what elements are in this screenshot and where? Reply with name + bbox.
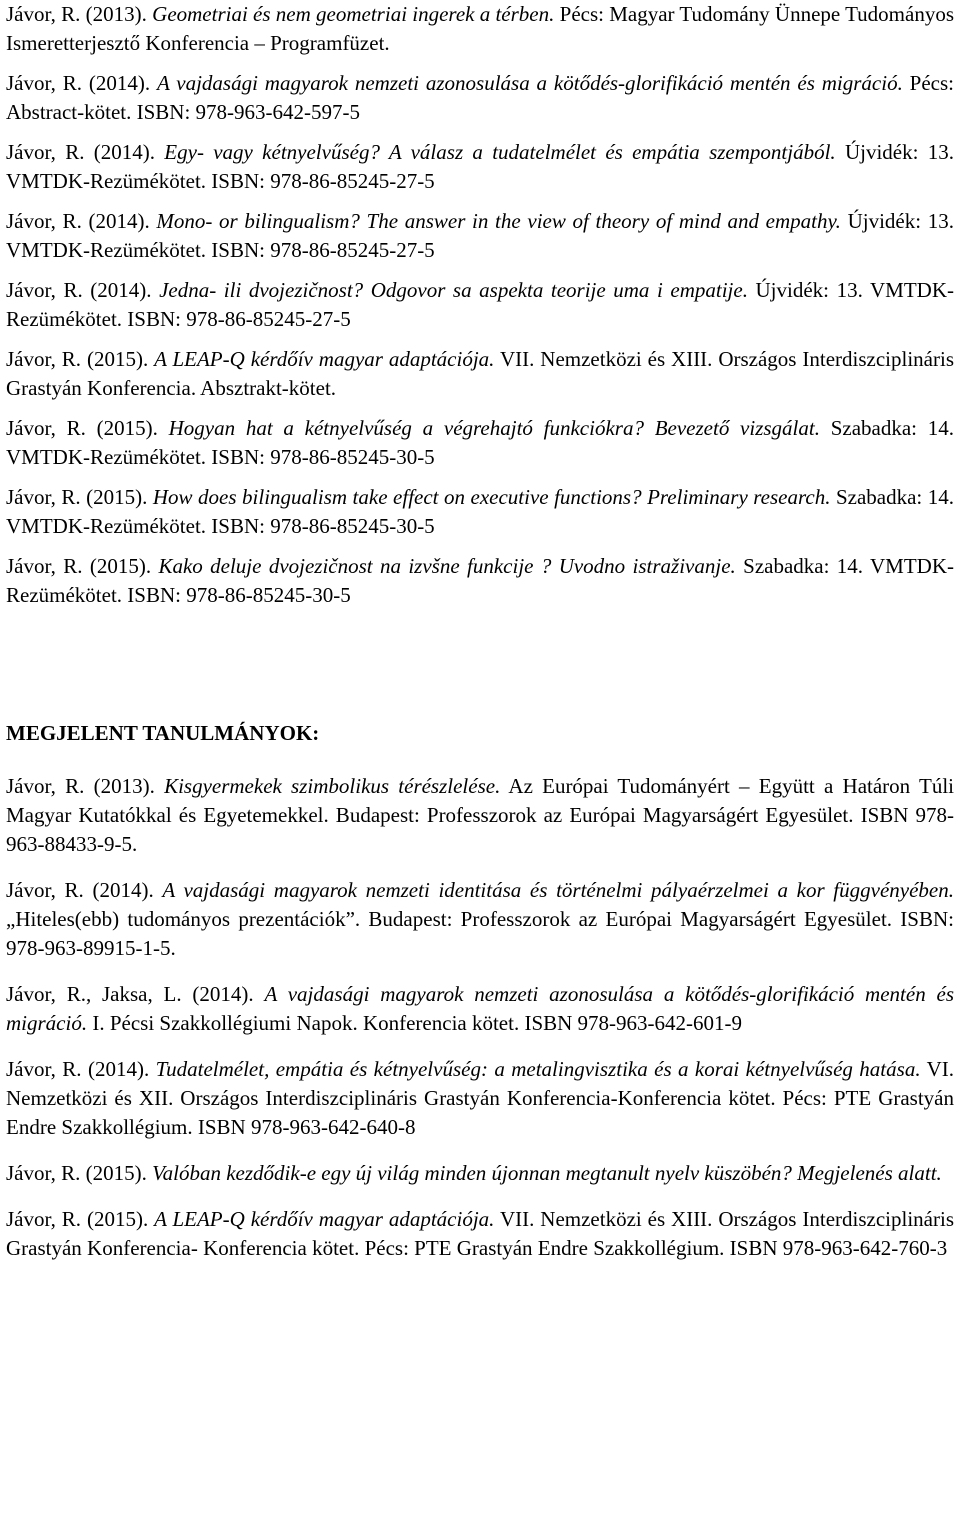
citation-source: VII. Nemzetközi és XIII. Országos Interdiszciplináris Grastyán Konferencia- Konferencia kötet. Pécs: PTE Grastyán Endre Szakkollégium. ISBN 978-963-642-760-3 xyxy=(6,1207,954,1260)
citation-source: Újvidék: 13. VMTDK-Rezümékötet. ISBN: 978-86-85245-27-5 xyxy=(6,209,954,262)
list-item xyxy=(6,483,954,541)
citation-author-year: Jávor, R. (2014). xyxy=(6,1057,156,1081)
citation-title: Valóban kezdődik-e egy új világ minden újonnan megtanult nyelv küszöbén? Megjelenés alatt. xyxy=(152,1161,942,1185)
citation-author-year: Jávor, R. (2015). xyxy=(6,485,153,509)
citation-author-year: Jávor, R. (2014). xyxy=(6,71,157,95)
list-item xyxy=(6,69,954,127)
list-item xyxy=(6,980,954,1038)
citation-author-year: Jávor, R. (2015). xyxy=(6,1207,155,1231)
citation-author-year: Jávor, R. (2014). xyxy=(6,209,157,233)
list-item xyxy=(6,276,954,334)
citation-title: Tudatelmélet, empátia és kétnyelvűség: a metalingvisztika és a korai kétnyelvűség hatása. xyxy=(155,1057,921,1081)
citation-title: Egy- vagy kétnyelvűség? A válasz a tudatelmélet és empátia szempontjából. xyxy=(164,140,836,164)
citation-author-year: Jávor, R. (2014). xyxy=(6,140,165,164)
citation-source: Pécs: Abstract-kötet. ISBN: 978-963-642-597-5 xyxy=(6,71,955,124)
citation-title: A vajdasági magyarok nemzeti azonosulása a kötődés-glorifikáció mentén és migráció. xyxy=(156,71,903,95)
citation-author-year: Jávor, R. (2013). xyxy=(6,2,153,26)
publication-list xyxy=(6,772,954,1263)
citation-title: How does bilingualism take effect on executive functions? Preliminary research. xyxy=(152,485,831,509)
citation-title: Geometriai és nem geometriai ingerek a térben. xyxy=(152,2,555,26)
citation-source: Szabadka: 14. VMTDK-Rezümékötet. ISBN: 978-86-85245-30-5 xyxy=(6,554,955,607)
citation-title: Hogyan hat a kétnyelvűség a végrehajtó funkciókra? Bevezető vizsgálat. xyxy=(168,416,820,440)
citation-author-year: Jávor, R., Jaksa, L. (2014). xyxy=(6,982,265,1006)
list-item xyxy=(6,0,954,58)
document-page xyxy=(6,0,954,1280)
citation-source: Pécs: Magyar Tudomány Ünnepe Tudományos Ismeretterjesztő Konferencia – Programfüzet. xyxy=(6,2,955,55)
citation-source: VII. Nemzetközi és XIII. Országos Interdiszciplináris Grastyán Konferencia. Absztrakt-kötet. xyxy=(6,347,954,400)
citation-author-year: Jávor, R. (2015). xyxy=(6,1161,153,1185)
citation-source: Újvidék: 13. VMTDK-Rezümékötet. ISBN: 978-86-85245-27-5 xyxy=(6,140,954,193)
section-heading: MEGJELENT TANULMÁNYOK: xyxy=(6,721,320,745)
citation-source: Az Európai Tudományért – Együtt a Határon Túli Magyar Kutatókkal és Egyetemekkel. Budapest: Professzorok az Európai Magyarságért Egyesület. ISBN 978-963-88433-9-5. xyxy=(6,774,954,856)
citation-author-year: Jávor, R. (2014). xyxy=(6,278,160,302)
list-item xyxy=(6,138,954,196)
citation-source: „Hiteles(ebb) tudományos prezentációk”. Budapest: Professzorok az Európai Magyarságért Egyesület. ISBN: 978-963-89915-1-5. xyxy=(6,907,954,960)
citation-author-year: Jávor, R. (2015). xyxy=(6,416,169,440)
citation-title: A vajdasági magyarok nemzeti identitása és történelmi pályaérzelmei a kor függvényében. xyxy=(162,878,954,902)
citation-title: Mono- or bilingualism? The answer in the view of theory of mind and empathy. xyxy=(156,209,841,233)
citation-title: A LEAP-Q kérdőív magyar adaptációja. xyxy=(154,1207,495,1231)
list-item xyxy=(6,207,954,265)
citation-author-year: Jávor, R. (2014). xyxy=(6,878,163,902)
list-item xyxy=(6,772,954,859)
list-item xyxy=(6,552,954,610)
citation-title: A LEAP-Q kérdőív magyar adaptációja. xyxy=(154,347,495,371)
list-item xyxy=(6,345,954,403)
citation-author-year: Jávor, R. (2015). xyxy=(6,554,159,578)
citation-source: I. Pécsi Szakkollégiumi Napok. Konferencia kötet. ISBN 978-963-642-601-9 xyxy=(87,1011,743,1035)
citation-source: Szabadka: 14. VMTDK-Rezümékötet. ISBN: 978-86-85245-30-5 xyxy=(6,485,954,538)
list-item xyxy=(6,1055,954,1142)
list-item xyxy=(6,414,954,472)
section-spacer xyxy=(6,621,954,719)
citation-title: Jedna- ili dvojezičnost? Odgovor sa aspekta teorije uma i empatije. xyxy=(159,278,748,302)
conference-abstract-list xyxy=(6,0,954,610)
citation-author-year: Jávor, R. (2015). xyxy=(6,347,155,371)
list-item xyxy=(6,1159,954,1188)
citation-source: Szabadka: 14. VMTDK-Rezümékötet. ISBN: 978-86-85245-30-5 xyxy=(6,416,955,469)
list-item xyxy=(6,1205,954,1263)
citation-author-year: Jávor, R. (2013). xyxy=(6,774,165,798)
citation-title: A vajdasági magyarok nemzeti azonosulása a kötődés-glorifikáció mentén és migráció. xyxy=(6,982,954,1035)
citation-source: VI. Nemzetközi és XII. Országos Interdiszciplináris Grastyán Konferencia-Konferencia kötet. Pécs: PTE Grastyán Endre Szakkollégium. ISBN 978-963-642-640-8 xyxy=(6,1057,955,1139)
citation-source: Újvidék: 13. VMTDK-Rezümékötet. ISBN: 978-86-85245-27-5 xyxy=(6,278,954,331)
list-item xyxy=(6,876,954,963)
citation-title: Kako deluje dvojezičnost na izvšne funkcije ? Uvodno istraživanje. xyxy=(158,554,736,578)
citation-title: Kisgyermekek szimbolikus térészlelése. xyxy=(164,774,501,798)
